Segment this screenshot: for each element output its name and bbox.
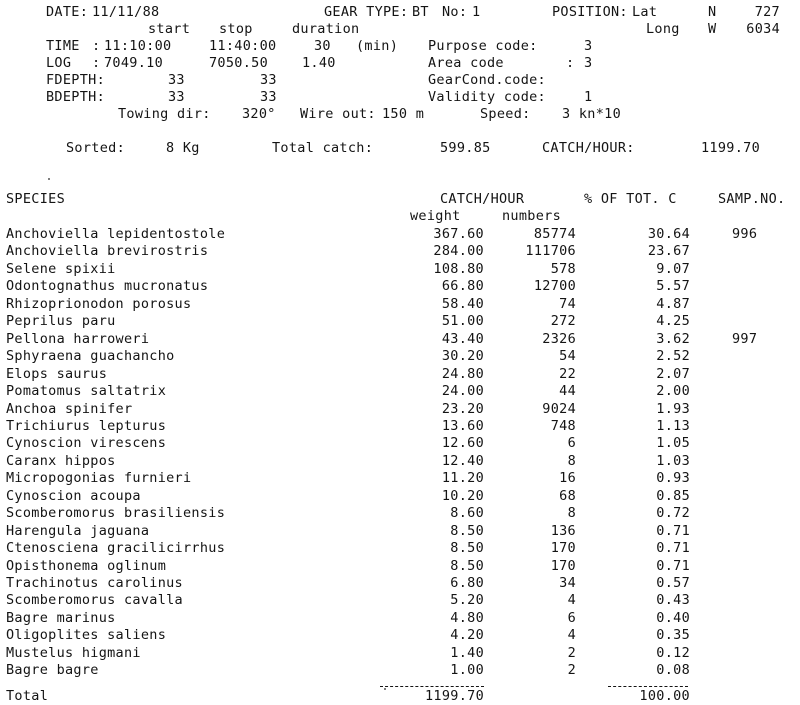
species-name: Scomberomorus brasiliensis bbox=[6, 505, 226, 521]
wire-out-label: Wire out: bbox=[300, 106, 376, 122]
weight-value: 30.20 bbox=[441, 348, 484, 364]
time-label: TIME bbox=[46, 38, 80, 54]
date-label: DATE: bbox=[46, 4, 89, 20]
pct-value: 0.08 bbox=[656, 662, 690, 678]
area-code-value: 3 bbox=[584, 55, 593, 71]
time-stop: 11:40:00 bbox=[209, 38, 277, 54]
col-stop: stop bbox=[219, 21, 253, 37]
log-start: 7049.10 bbox=[104, 55, 163, 71]
numbers-value: 85774 bbox=[533, 226, 576, 242]
numbers-value: 68 bbox=[559, 488, 576, 504]
numbers-value: 2 bbox=[567, 662, 576, 678]
pct-value: 9.07 bbox=[656, 261, 690, 277]
weight-value: 1.40 bbox=[450, 645, 484, 661]
pct-value: 1.03 bbox=[656, 453, 690, 469]
numbers-value: 44 bbox=[559, 383, 576, 399]
weight-value: 12.40 bbox=[441, 453, 484, 469]
col-start: start bbox=[148, 21, 191, 37]
numbers-value: 111706 bbox=[525, 243, 576, 259]
species-name: Elops saurus bbox=[6, 366, 108, 382]
species-name: Ctenosciena gracilicirrhus bbox=[6, 540, 226, 556]
weight-value: 11.20 bbox=[441, 470, 484, 486]
weight-total-rule bbox=[380, 686, 484, 687]
validity-value: 1 bbox=[584, 89, 593, 105]
pct-value: 5.57 bbox=[656, 278, 690, 294]
long-hemisphere: W bbox=[708, 21, 717, 37]
species-name: Mustelus higmani bbox=[6, 645, 141, 661]
col-catch-hour: CATCH/HOUR bbox=[440, 191, 525, 207]
pct-value: 0.12 bbox=[656, 645, 690, 661]
total-catch-value: 599.85 bbox=[440, 140, 491, 156]
weight-value: 24.00 bbox=[441, 383, 484, 399]
log-label: LOG bbox=[46, 55, 72, 71]
weight-value: 8.50 bbox=[450, 558, 484, 574]
pct-value: 0.57 bbox=[656, 575, 690, 591]
pct-value: 0.71 bbox=[656, 523, 690, 539]
weight-value: 8.60 bbox=[450, 505, 484, 521]
weight-value: 12.60 bbox=[441, 435, 484, 451]
weight-value: 1.00 bbox=[450, 662, 484, 678]
area-code-colon: : bbox=[566, 55, 575, 71]
weight-value: 43.40 bbox=[441, 331, 484, 347]
numbers-value: 74 bbox=[559, 296, 576, 312]
no-label: No: bbox=[442, 4, 468, 20]
log-stop: 7050.50 bbox=[209, 55, 268, 71]
purpose-code-value: 3 bbox=[584, 38, 593, 54]
species-name: Anchoviella lepidentostole bbox=[6, 226, 226, 242]
sorted-value: 8 Kg bbox=[166, 140, 200, 156]
numbers-value: 22 bbox=[559, 366, 576, 382]
species-name: Bagre bagre bbox=[6, 662, 99, 678]
duration-value: 30 bbox=[314, 38, 331, 54]
weight-value: 66.80 bbox=[441, 278, 484, 294]
numbers-value: 272 bbox=[550, 313, 576, 329]
gear-type-label: GEAR TYPE: bbox=[324, 4, 409, 20]
numbers-value: 4 bbox=[567, 592, 576, 608]
pct-total-rule bbox=[608, 686, 688, 687]
lat-hemisphere: N bbox=[708, 4, 717, 20]
weight-value: 13.60 bbox=[441, 418, 484, 434]
lat-value: 727 bbox=[754, 4, 780, 20]
pct-value: 2.52 bbox=[656, 348, 690, 364]
numbers-value: 2326 bbox=[542, 331, 576, 347]
numbers-value: 6 bbox=[567, 435, 576, 451]
weight-value: 367.60 bbox=[433, 226, 484, 242]
species-name: Opisthonema oglinum bbox=[6, 558, 167, 574]
weight-value: 51.00 bbox=[441, 313, 484, 329]
weight-value: 8.50 bbox=[450, 540, 484, 556]
species-name: Peprilus paru bbox=[6, 313, 116, 329]
speed-value: 3 kn*10 bbox=[562, 106, 621, 122]
pct-value: 2.07 bbox=[656, 366, 690, 382]
numbers-value: 578 bbox=[550, 261, 576, 277]
bdepth-stop: 33 bbox=[260, 89, 277, 105]
samp-no-value: 996 bbox=[732, 226, 758, 242]
pct-value: 3.62 bbox=[656, 331, 690, 347]
weight-value: 23.20 bbox=[441, 401, 484, 417]
species-name: Anchoa spinifer bbox=[6, 401, 133, 417]
fdepth-start: 33 bbox=[168, 72, 185, 88]
species-name: Pellona harroweri bbox=[6, 331, 150, 347]
catch-hour-label: CATCH/HOUR: bbox=[542, 140, 635, 156]
pct-value: 0.35 bbox=[656, 627, 690, 643]
weight-value: 4.20 bbox=[450, 627, 484, 643]
species-name: Scomberomorus cavalla bbox=[6, 592, 183, 608]
total-pct: 100.00 bbox=[639, 688, 690, 704]
species-name: Oligoplites saliens bbox=[6, 627, 167, 643]
species-name: Selene spixii bbox=[6, 261, 116, 277]
log-difference: 1.40 bbox=[302, 55, 336, 71]
species-name: Sphyraena guachancho bbox=[6, 348, 175, 364]
weight-value: 24.80 bbox=[441, 366, 484, 382]
numbers-value: 8 bbox=[567, 453, 576, 469]
bdepth-label: BDEPTH: bbox=[46, 89, 105, 105]
numbers-value: 34 bbox=[559, 575, 576, 591]
scan-speck bbox=[384, 688, 386, 690]
duration-unit: (min) bbox=[356, 38, 399, 54]
time-colon: : bbox=[92, 38, 101, 54]
purpose-code-label: Purpose code: bbox=[428, 38, 538, 54]
pct-value: 0.43 bbox=[656, 592, 690, 608]
pct-value: 1.05 bbox=[656, 435, 690, 451]
species-name: Odontognathus mucronatus bbox=[6, 278, 209, 294]
position-label: POSITION: bbox=[552, 4, 628, 20]
pct-value: 4.25 bbox=[656, 313, 690, 329]
towing-dir-label: Towing dir: bbox=[118, 106, 211, 122]
numbers-value: 748 bbox=[550, 418, 576, 434]
time-start: 11:10:00 bbox=[104, 38, 172, 54]
numbers-value: 4 bbox=[567, 627, 576, 643]
col-numbers: numbers bbox=[502, 208, 561, 224]
species-name: Anchoviella brevirostris bbox=[6, 243, 209, 259]
weight-value: 4.80 bbox=[450, 610, 484, 626]
catch-hour-value: 1199.70 bbox=[701, 140, 760, 156]
weight-value: 284.00 bbox=[433, 243, 484, 259]
gear-type-value: BT bbox=[412, 4, 429, 20]
numbers-value: 9024 bbox=[542, 401, 576, 417]
sorted-label: Sorted: bbox=[66, 140, 125, 156]
long-value: 6034 bbox=[746, 21, 780, 37]
fdepth-stop: 33 bbox=[260, 72, 277, 88]
speed-label: Speed: bbox=[480, 106, 531, 122]
species-name: Micropogonias furnieri bbox=[6, 470, 192, 486]
pct-value: 23.67 bbox=[647, 243, 690, 259]
weight-value: 108.80 bbox=[433, 261, 484, 277]
wire-out-value: 150 m bbox=[382, 106, 425, 122]
numbers-value: 170 bbox=[550, 540, 576, 556]
numbers-value: 12700 bbox=[533, 278, 576, 294]
pct-value: 0.71 bbox=[656, 540, 690, 556]
long-label: Long bbox=[646, 21, 680, 37]
pct-value: 4.87 bbox=[656, 296, 690, 312]
lat-label: Lat bbox=[632, 4, 658, 20]
fdepth-label: FDEPTH: bbox=[46, 72, 105, 88]
numbers-value: 170 bbox=[550, 558, 576, 574]
col-duration: duration bbox=[292, 21, 360, 37]
pct-value: 0.71 bbox=[656, 558, 690, 574]
pct-value: 1.93 bbox=[656, 401, 690, 417]
col-weight: weight bbox=[410, 208, 461, 224]
pct-value: 2.00 bbox=[656, 383, 690, 399]
date-value: 11/11/88 bbox=[92, 4, 160, 20]
weight-value: 6.80 bbox=[450, 575, 484, 591]
gearcond-label: GearCond.code: bbox=[428, 72, 546, 88]
species-name: Trichiurus lepturus bbox=[6, 418, 167, 434]
col-species: SPECIES bbox=[6, 191, 65, 207]
numbers-value: 54 bbox=[559, 348, 576, 364]
scan-speck bbox=[48, 178, 50, 180]
species-name: Caranx hippos bbox=[6, 453, 116, 469]
bdepth-start: 33 bbox=[168, 89, 185, 105]
area-code-label: Area code bbox=[428, 55, 504, 71]
log-colon: : bbox=[92, 55, 101, 71]
species-name: Rhizoprionodon porosus bbox=[6, 296, 192, 312]
towing-dir-value: 320° bbox=[242, 106, 276, 122]
weight-value: 10.20 bbox=[441, 488, 484, 504]
species-name: Pomatomus saltatrix bbox=[6, 383, 167, 399]
pct-value: 0.72 bbox=[656, 505, 690, 521]
pct-value: 1.13 bbox=[656, 418, 690, 434]
weight-value: 5.20 bbox=[450, 592, 484, 608]
species-name: Cynoscion virescens bbox=[6, 435, 167, 451]
species-name: Harengula jaguana bbox=[6, 523, 150, 539]
numbers-value: 8 bbox=[567, 505, 576, 521]
numbers-value: 6 bbox=[567, 610, 576, 626]
pct-value: 0.85 bbox=[656, 488, 690, 504]
species-name: Bagre marinus bbox=[6, 610, 116, 626]
col-pct-total: % OF TOT. C bbox=[584, 191, 677, 207]
total-catch-label: Total catch: bbox=[272, 140, 374, 156]
pct-value: 0.93 bbox=[656, 470, 690, 486]
total-label: Total bbox=[6, 688, 49, 704]
species-name: Cynoscion acoupa bbox=[6, 488, 141, 504]
weight-value: 58.40 bbox=[441, 296, 484, 312]
numbers-value: 2 bbox=[567, 645, 576, 661]
numbers-value: 136 bbox=[550, 523, 576, 539]
total-weight: 1199.70 bbox=[425, 688, 484, 704]
species-name: Trachinotus carolinus bbox=[6, 575, 183, 591]
validity-label: Validity code: bbox=[428, 89, 546, 105]
pct-value: 30.64 bbox=[647, 226, 690, 242]
weight-value: 8.50 bbox=[450, 523, 484, 539]
pct-value: 0.40 bbox=[656, 610, 690, 626]
col-samp-no: SAMP.NO. bbox=[718, 191, 786, 207]
numbers-value: 16 bbox=[559, 470, 576, 486]
samp-no-value: 997 bbox=[732, 331, 758, 347]
no-value: 1 bbox=[472, 4, 481, 20]
